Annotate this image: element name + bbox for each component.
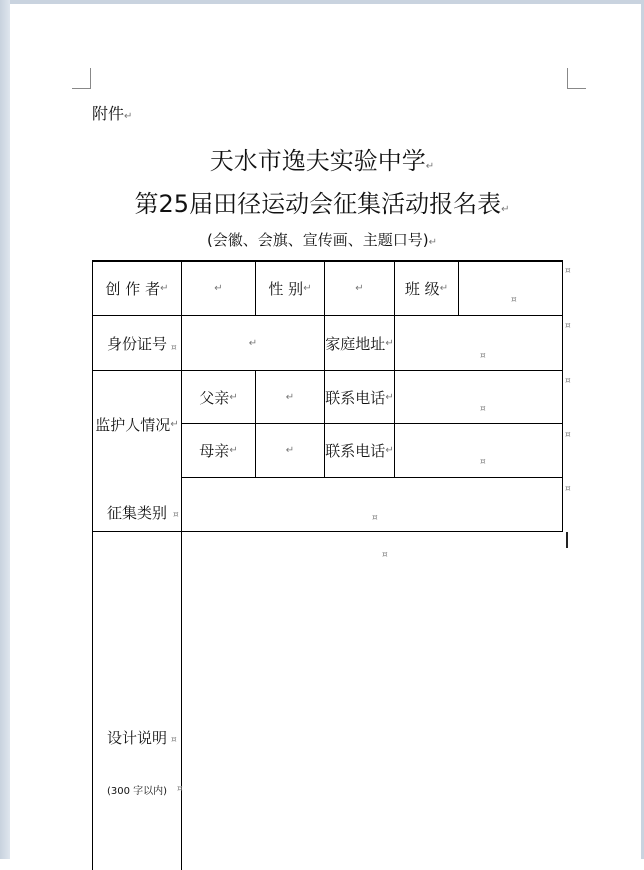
address-input-cell[interactable] <box>395 316 562 370</box>
cell-end-mark: ¤ <box>480 404 486 414</box>
address-label-cell <box>325 316 394 370</box>
gender-label-cell <box>256 262 324 315</box>
id-input-cell[interactable] <box>182 316 324 370</box>
paragraph-mark: ↵ <box>428 237 438 248</box>
row-end-mark: ¤ <box>565 484 571 494</box>
paragraph-mark: ↵ <box>385 391 394 403</box>
category-label-cell <box>93 478 181 531</box>
design-note: (300 字以内) <box>107 786 168 797</box>
gender-label: 性 别 <box>268 280 304 298</box>
annex-label-line[interactable] <box>92 101 132 124</box>
author-input-cell[interactable] <box>182 262 255 315</box>
document-title-line2[interactable] <box>0 184 644 219</box>
design-label: 设计说明 <box>107 729 168 747</box>
document-title-line1[interactable] <box>0 141 644 176</box>
cell-end-mark: ¤ <box>171 735 177 745</box>
cell-end-mark: ¤ <box>171 343 177 353</box>
row-end-mark: ¤ <box>565 266 571 276</box>
row-end-mark: ¤ <box>565 321 571 331</box>
mother-label: 母亲 <box>199 442 230 460</box>
paragraph-mark: ↵ <box>303 283 312 294</box>
page-corner-mark-right <box>567 68 586 89</box>
paragraph-mark: ↵ <box>160 283 169 294</box>
paragraph-mark: ↵ <box>248 337 258 349</box>
paragraph-mark: ↵ <box>501 204 510 215</box>
mother-input-cell[interactable] <box>256 424 324 477</box>
id-label-cell <box>93 316 181 370</box>
mother-phone-label-cell <box>325 424 394 477</box>
subtitle-text: (会徽、会旗、宣传画、主题口号) <box>206 231 429 249</box>
paragraph-mark: ↵ <box>385 445 394 456</box>
design-label-cell <box>93 532 181 870</box>
cell-end-mark: ¤ <box>480 457 486 467</box>
paragraph-mark: ↵ <box>439 283 449 294</box>
paragraph-mark: ↵ <box>385 337 394 349</box>
guardian-label-cell <box>93 371 181 477</box>
paragraph-mark: ↵ <box>214 283 223 294</box>
category-input-cell[interactable] <box>182 478 562 531</box>
father-phone-input-cell[interactable] <box>395 371 562 423</box>
cell-end-mark: ¤ <box>173 510 179 520</box>
mother-phone-input-cell[interactable] <box>395 424 562 477</box>
category-label: 征集类别 <box>107 504 168 522</box>
registration-form-table <box>92 260 563 870</box>
father-label-cell <box>182 371 255 423</box>
father-phone-label-cell <box>325 371 394 423</box>
father-input-cell[interactable] <box>256 371 324 423</box>
window-top-border <box>0 0 644 4</box>
title-line1-text: 天水市逸夫实验中学 <box>209 147 426 175</box>
paragraph-mark: ↵ <box>124 111 133 122</box>
design-input-cell[interactable] <box>182 532 562 870</box>
document-subtitle[interactable] <box>0 229 644 250</box>
address-label: 家庭地址 <box>325 334 386 353</box>
class-input-cell[interactable] <box>459 262 562 315</box>
row-end-mark: ¤ <box>565 430 571 440</box>
class-label-cell <box>395 262 458 315</box>
id-label: 身份证号 <box>106 334 167 353</box>
paragraph-mark: ↵ <box>229 391 238 403</box>
paragraph-mark: ↵ <box>170 418 179 430</box>
paragraph-mark: ↵ <box>425 161 435 172</box>
gender-input-cell[interactable] <box>325 262 394 315</box>
page-corner-mark-left <box>72 68 91 89</box>
annex-label: 附件 <box>92 104 125 123</box>
cell-end-mark: ¤ <box>382 550 388 560</box>
mother-phone-label: 联系电话 <box>325 442 386 460</box>
cell-end-mark: ¤ <box>480 351 486 361</box>
father-phone-label: 联系电话 <box>325 388 386 407</box>
paragraph-mark: ↵ <box>229 445 238 456</box>
table-border-right <box>562 260 563 531</box>
row-end-mark: ¤ <box>565 376 571 386</box>
author-label-cell <box>93 262 181 315</box>
father-label: 父亲 <box>199 388 230 407</box>
mother-label-cell <box>182 424 255 477</box>
cell-end-mark: ¤ <box>511 295 517 305</box>
cell-end-mark: ¤ <box>177 784 183 794</box>
paragraph-mark: ↵ <box>285 445 295 456</box>
paragraph-mark: ↵ <box>285 391 295 403</box>
text-cursor <box>566 532 568 548</box>
title-line2-text: 第25届田径运动会征集活动报名表 <box>134 190 502 218</box>
guardian-label: 监护人情况 <box>95 415 171 434</box>
class-label: 班 级 <box>404 280 440 298</box>
author-label: 创 作 者 <box>105 280 161 298</box>
cell-end-mark: ¤ <box>372 513 378 523</box>
window-left-border <box>0 0 10 859</box>
paragraph-mark: ↵ <box>355 283 364 294</box>
